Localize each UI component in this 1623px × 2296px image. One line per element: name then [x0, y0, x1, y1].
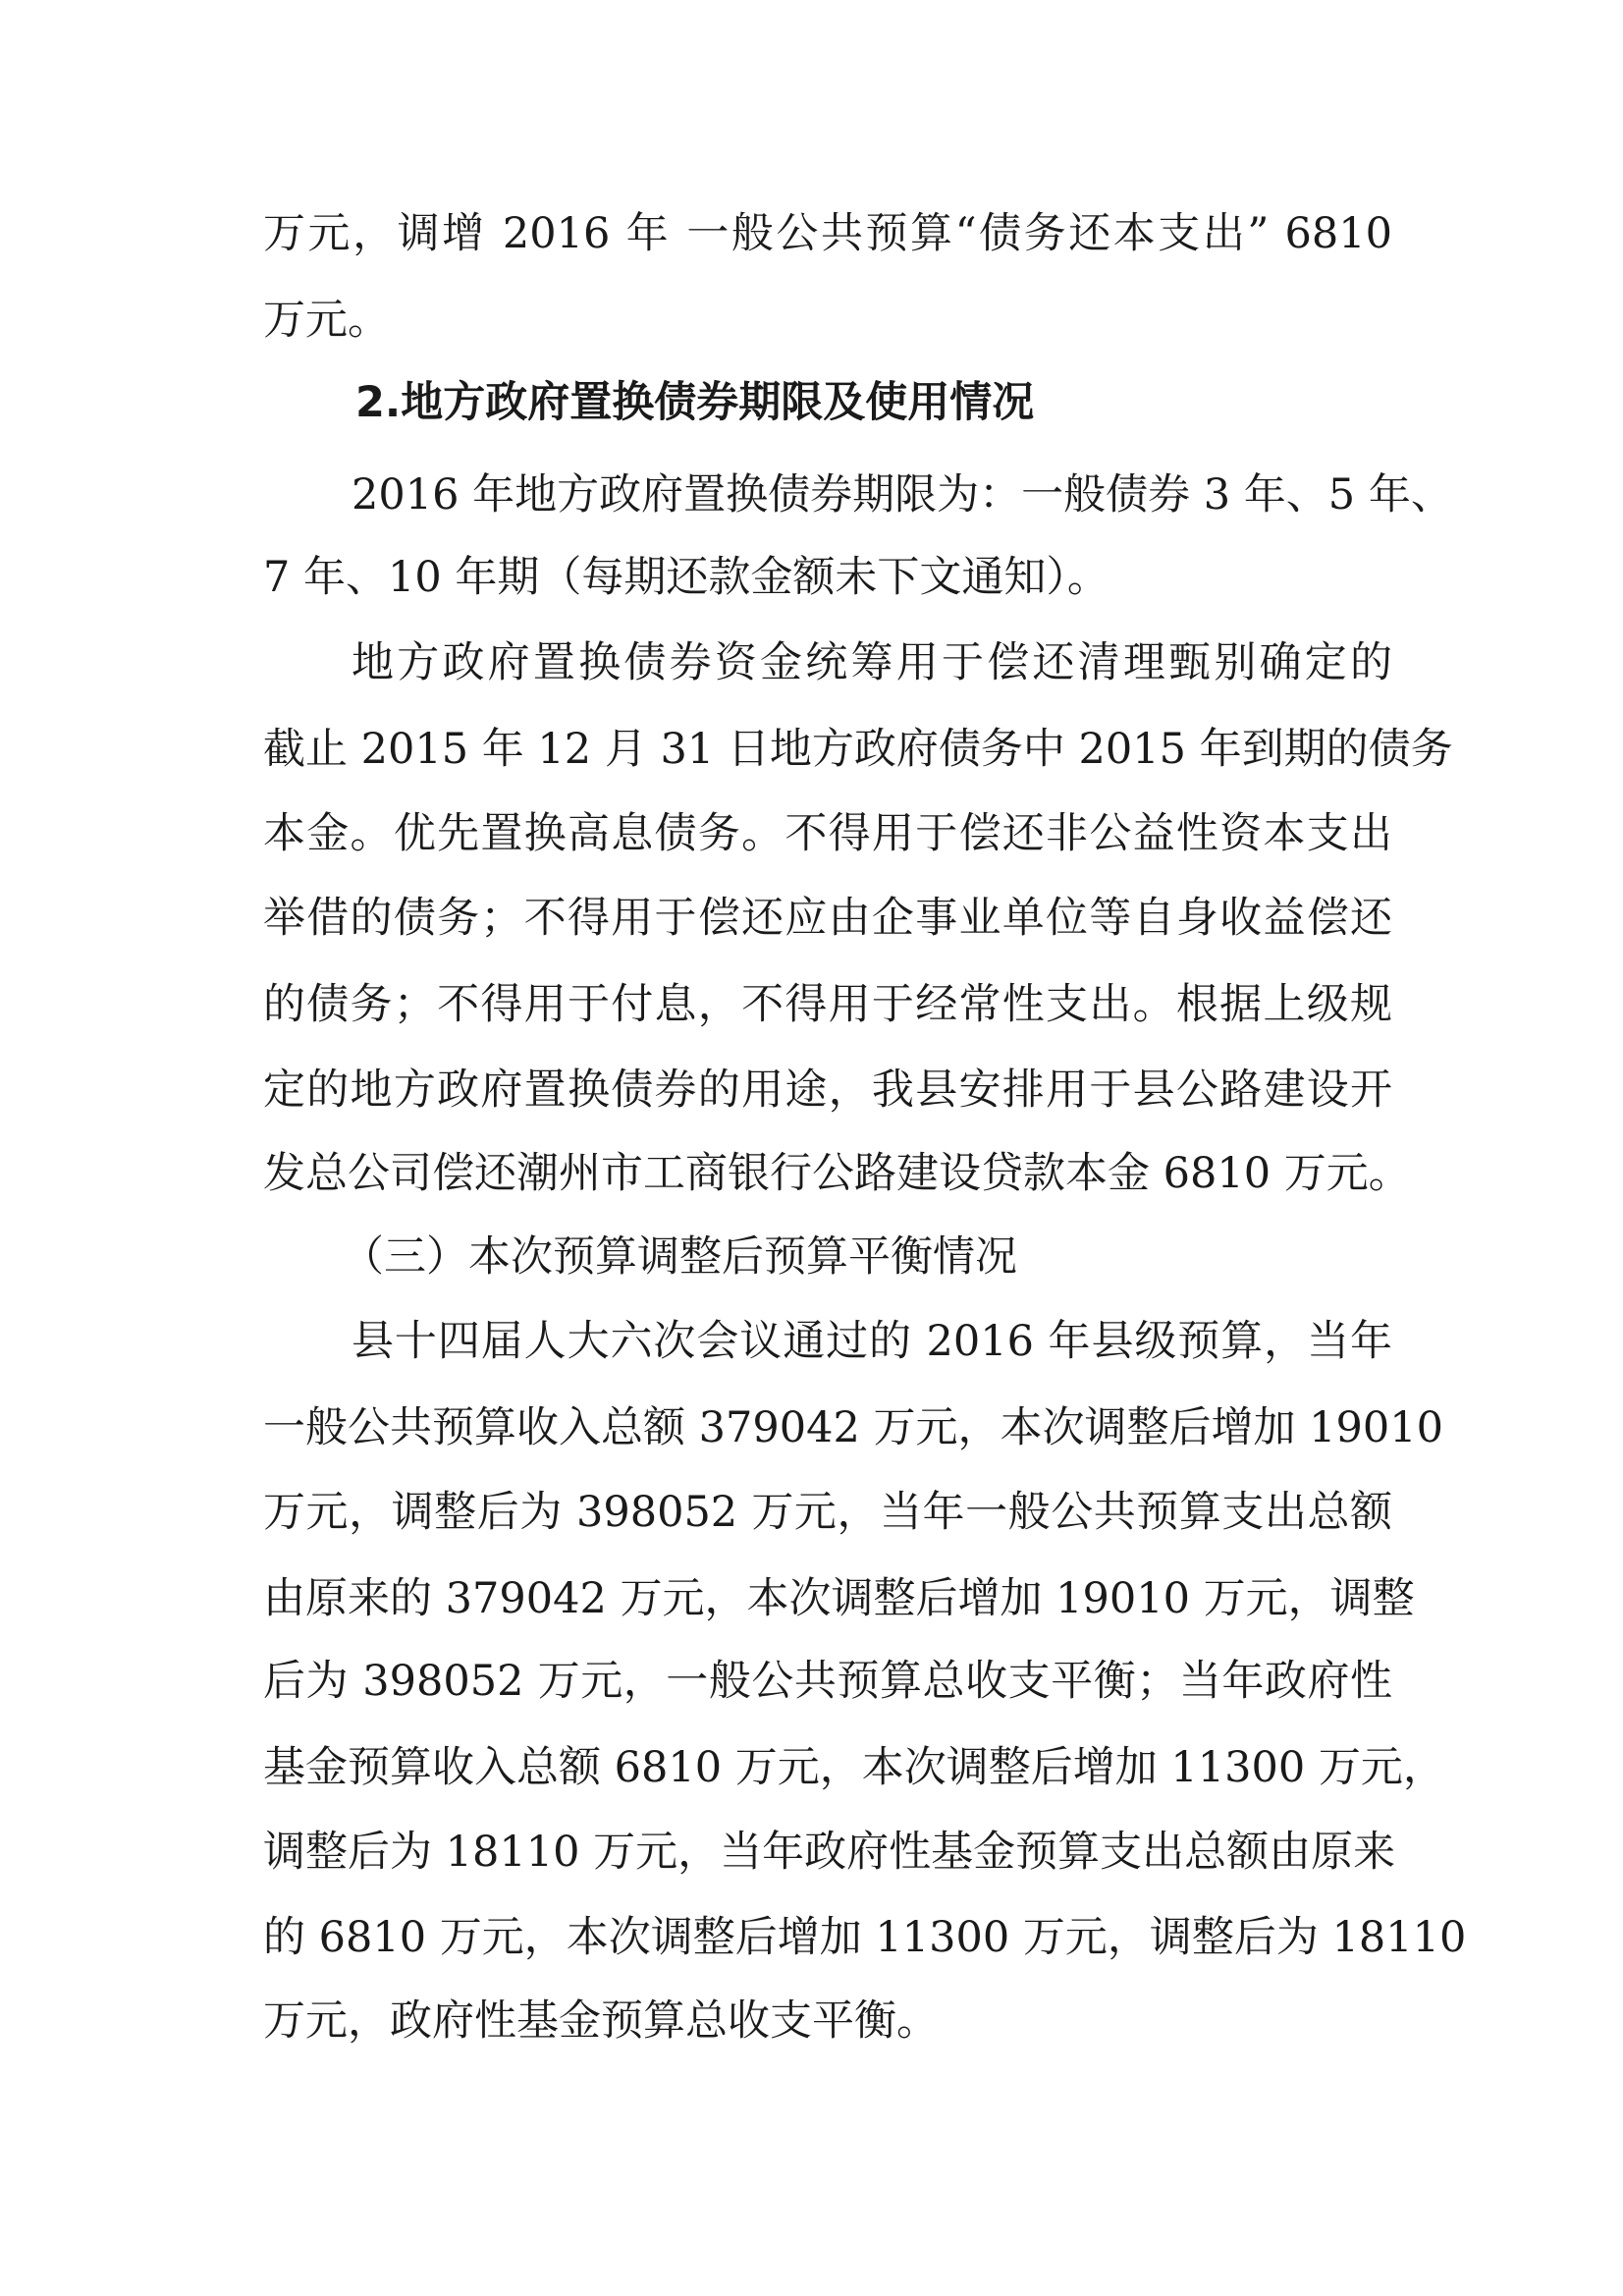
- paragraph-line: 后为 398052 万元，一般公共预算总收支平衡；当年政府性: [263, 1657, 1392, 1706]
- paragraph-line: 万元，调整后为 398052 万元，当年一般公共预算支出总额: [263, 1488, 1392, 1537]
- paragraph-line: 2016 年地方政府置换债券期限为：一般债券 3 年、5 年、: [352, 470, 1453, 519]
- paragraph-line: 举借的债务；不得用于偿还应由企事业单位等自身收益偿还: [263, 894, 1392, 943]
- paragraph-line: 万元。: [263, 296, 390, 345]
- section-heading: 2.地方政府置换债券期限及使用情况: [355, 378, 1035, 427]
- paragraph-line: 截止 2015 年 12 月 31 日地方政府债务中 2015 年到期的债务: [263, 725, 1453, 774]
- paragraph-line: 万元，政府性基金预算总收支平衡。: [263, 1996, 939, 2046]
- paragraph-line: 县十四届人大六次会议通过的 2016 年县级预算，当年: [352, 1317, 1392, 1366]
- paragraph-line: 的债务；不得用于付息，不得用于经常性支出。根据上级规: [263, 980, 1392, 1029]
- paragraph-line: 由原来的 379042 万元，本次调整后增加 19010 万元，调整: [263, 1574, 1415, 1623]
- paragraph-line: 定的地方政府置换债券的用途，我县安排用于县公路建设开: [263, 1066, 1392, 1115]
- paragraph-line: 7 年、10 年期（每期还款金额未下文通知）。: [263, 553, 1109, 602]
- paragraph-line: 基金预算收入总额 6810 万元，本次调整后增加 11300 万元，: [263, 1743, 1445, 1792]
- paragraph-line: 发总公司偿还潮州市工商银行公路建设贷款本金 6810 万元。: [263, 1149, 1411, 1198]
- paragraph-line: 本金。优先置换高息债务。不得用于偿还非公益性资本支出: [263, 809, 1392, 858]
- paragraph-line: 调整后为 18110 万元，当年政府性基金预算支出总额由原来: [263, 1828, 1396, 1877]
- subsection-heading: （三）本次预算调整后预算平衡情况: [342, 1232, 1017, 1282]
- paragraph-line: 万元，调增 2016 年 一般公共预算“债务还本支出” 6810: [263, 209, 1392, 258]
- paragraph-line: 的 6810 万元，本次调整后增加 11300 万元，调整后为 18110: [263, 1913, 1467, 1962]
- paragraph-line: 一般公共预算收入总额 379042 万元，本次调整后增加 19010: [263, 1403, 1443, 1452]
- paragraph-line: 地方政府置换债券资金统筹用于偿还清理甄别确定的: [352, 638, 1392, 687]
